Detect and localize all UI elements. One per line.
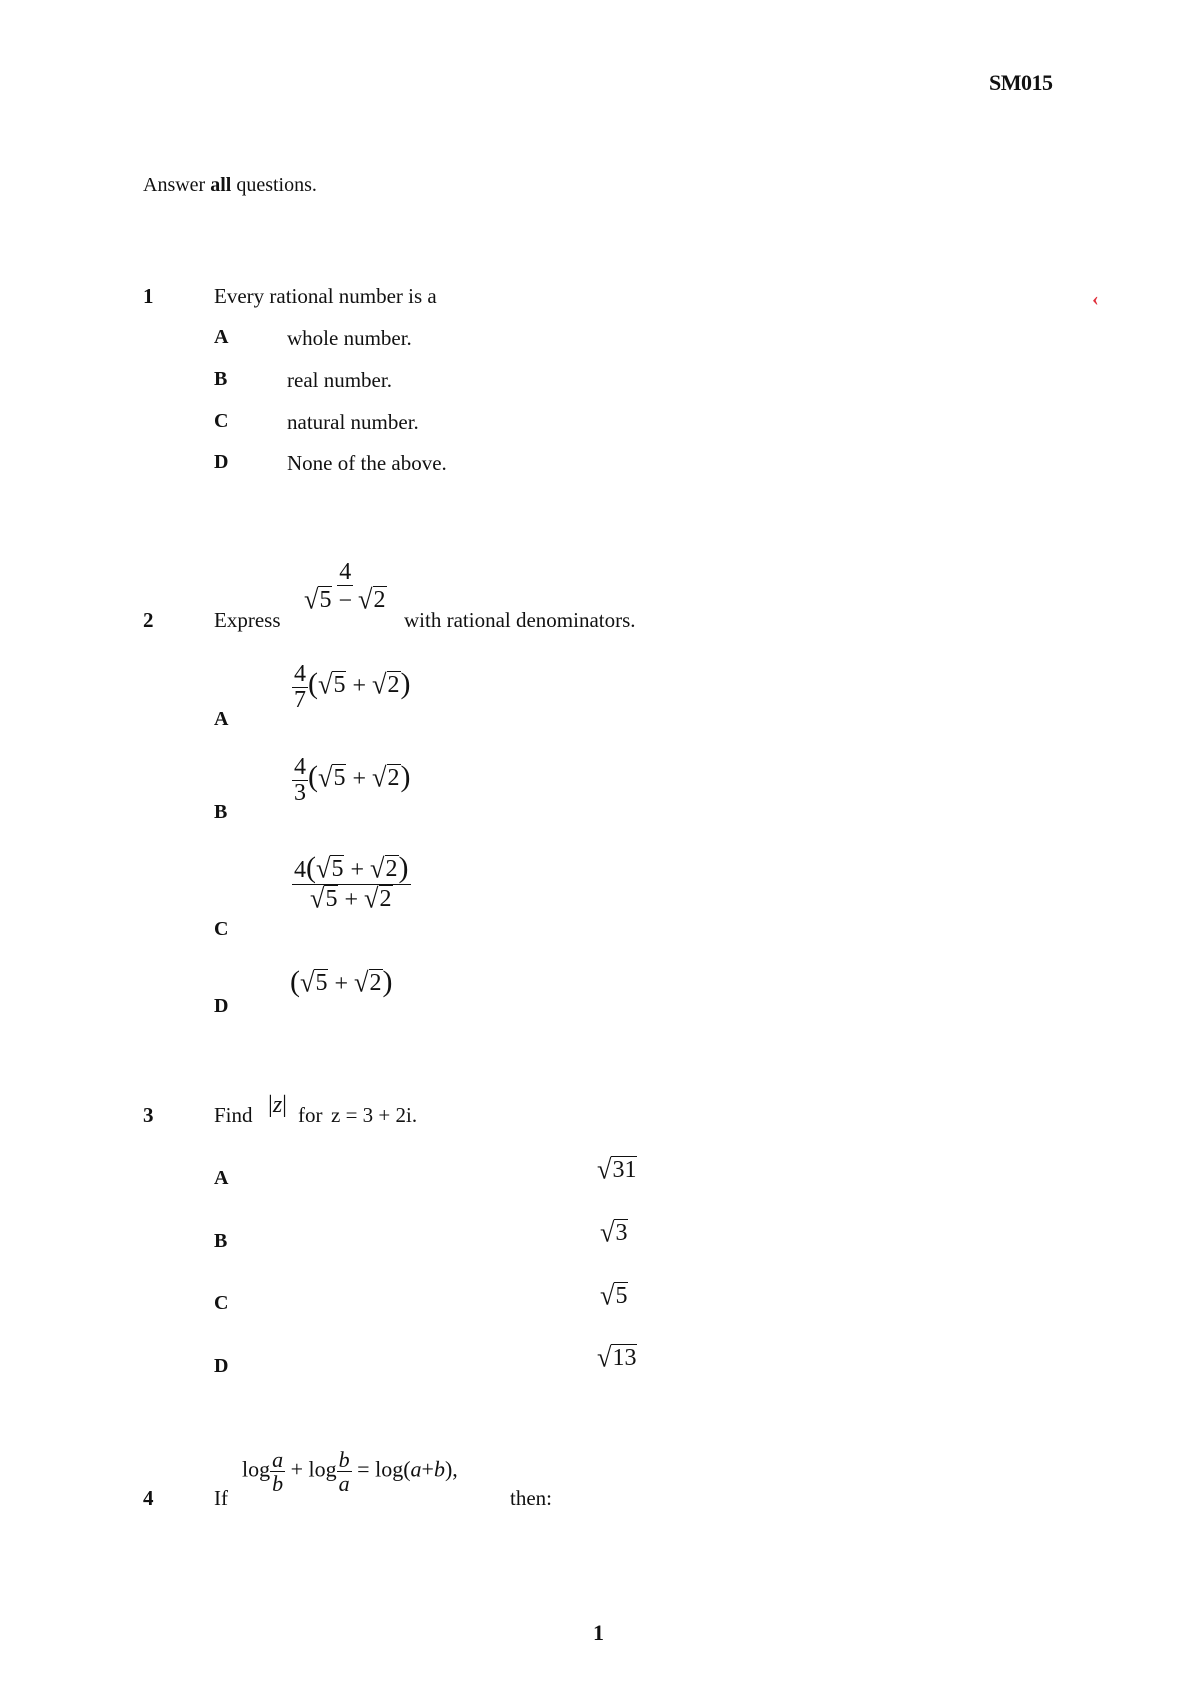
- q3-option-d-value: √ 13: [597, 1341, 637, 1373]
- q4-frac1-num: a: [272, 1447, 284, 1472]
- q2b-den: 3: [294, 780, 306, 807]
- q4-frac1-den: b: [272, 1471, 284, 1497]
- q4-log-2: log: [308, 1456, 337, 1482]
- q2a-den: 7: [294, 687, 306, 714]
- q2-option-b-letter: B: [214, 801, 228, 823]
- q1-option-d-text: None of the above.: [287, 451, 447, 475]
- q2-option-c-letter: C: [214, 918, 229, 940]
- q1-option-a-text: whole number.: [287, 326, 412, 350]
- q2c-num-r1: 5: [331, 856, 344, 882]
- q3c-radicand: 5: [615, 1283, 628, 1309]
- red-check-mark: ‹: [1092, 288, 1099, 310]
- q3-stem-for: for: [298, 1103, 323, 1127]
- q2c-num-plus: +: [350, 857, 365, 883]
- q2-option-c-expr: 4( √ 5 + √ 2 ) √ 5 + √ 2: [294, 851, 409, 914]
- q4-rhs-b: b: [433, 1456, 445, 1482]
- q1-option-c-text: natural number.: [287, 410, 419, 434]
- q3-option-a-value: √ 31: [597, 1153, 637, 1185]
- q4-rhs-log: log: [375, 1456, 404, 1482]
- q4-frac2-den: a: [338, 1471, 350, 1497]
- question-2-stem-after: with rational denominators.: [404, 608, 636, 632]
- question-1-number: 1: [143, 284, 154, 308]
- q3-option-c-letter: C: [214, 1292, 229, 1314]
- q2c-den-r1: 5: [325, 885, 338, 912]
- q2a-plus: +: [352, 673, 367, 700]
- question-3-stem-before: Find: [214, 1103, 253, 1127]
- q2-numerator: 4: [339, 559, 352, 585]
- q2b-plus: +: [352, 766, 367, 793]
- page-number: 1: [593, 1620, 604, 1645]
- q4-rhs-comma: ,: [452, 1456, 458, 1482]
- q2a-num: 4: [294, 661, 306, 687]
- q1-option-a-letter: A: [214, 326, 229, 348]
- q2b-r1: 5: [333, 765, 346, 792]
- q3-stem-eq: z = 3 + 2i.: [331, 1103, 418, 1127]
- q2-minus: −: [338, 588, 353, 615]
- q2d-plus: +: [334, 971, 349, 997]
- q2c-coef: 4: [294, 857, 306, 883]
- q2b-r2: 2: [387, 765, 400, 792]
- q3-option-a-letter: A: [214, 1167, 229, 1189]
- question-3-number: 3: [143, 1103, 154, 1127]
- q2c-den-r2: 2: [379, 885, 392, 912]
- q3d-radicand: 13: [612, 1345, 637, 1371]
- q2c-num-r2: 2: [385, 856, 398, 882]
- q2-option-b-expr: $\frac{4}{3}$ ( √ 5 + √ 2 ): [294, 754, 411, 807]
- question-1-stem: Every rational number is a: [214, 284, 437, 308]
- instruction-bold: all: [210, 174, 232, 196]
- instruction-text: [143, 174, 317, 197]
- q1-option-b-letter: B: [214, 368, 228, 390]
- question-4-expression: [242, 1448, 458, 1495]
- question-2-number: 2: [143, 608, 154, 632]
- q2a-r1: 5: [333, 672, 346, 699]
- q3b-radicand: 3: [615, 1220, 628, 1246]
- question-2-expression: [302, 560, 389, 615]
- question-4-stem-after: then:: [510, 1486, 552, 1510]
- q3-option-b-letter: B: [214, 1230, 228, 1252]
- q2-fraction: [302, 560, 389, 615]
- q2c-den-plus: +: [344, 886, 359, 913]
- question-2-stem-before: Express: [214, 608, 281, 632]
- document-code: SM015: [989, 70, 1053, 95]
- q2a-r2: 2: [387, 672, 400, 699]
- q2b-num: 4: [294, 754, 306, 780]
- q2-radicand-1: 5: [319, 587, 332, 614]
- q3-abs-var: z: [272, 1092, 283, 1118]
- q3-abs-z: |z|: [268, 1092, 287, 1118]
- q4-rhs: log(a+b),: [375, 1456, 458, 1482]
- q4-rhs-a: a: [410, 1456, 422, 1482]
- q3-option-d-letter: D: [214, 1355, 229, 1377]
- question-4-number: 4: [143, 1486, 154, 1510]
- instruction-suffix: questions.: [231, 174, 317, 196]
- q2-radicand-2: 2: [373, 587, 386, 614]
- q2-option-d-letter: D: [214, 995, 229, 1017]
- q1-option-b-text: real number.: [287, 368, 392, 392]
- q2-option-a-expr: $\frac{4}{7}$ ( √ 5 + √ 2 ): [294, 661, 411, 714]
- q2d-r2: 2: [369, 970, 382, 996]
- q2-option-a-letter: A: [214, 708, 229, 730]
- q2-option-d-expr: ( √ 5 + √ 2 ): [290, 965, 393, 998]
- q1-option-c-letter: C: [214, 410, 229, 432]
- q4-log-1: log: [242, 1456, 271, 1482]
- q3a-radicand: 31: [612, 1157, 637, 1183]
- instruction-prefix: Answer: [143, 174, 211, 196]
- q4-equals: =: [357, 1456, 370, 1482]
- q2-denominator: √ 5 − √ 2: [304, 583, 386, 615]
- q3-option-c-value: √ 5: [600, 1279, 628, 1311]
- q1-option-d-letter: D: [214, 451, 229, 473]
- q2d-r1: 5: [315, 970, 328, 996]
- q4-plus: +: [290, 1456, 304, 1482]
- q4-frac2-num: b: [338, 1447, 350, 1472]
- q3-option-b-value: √ 3: [600, 1216, 628, 1248]
- question-4-stem-before: If: [214, 1486, 228, 1510]
